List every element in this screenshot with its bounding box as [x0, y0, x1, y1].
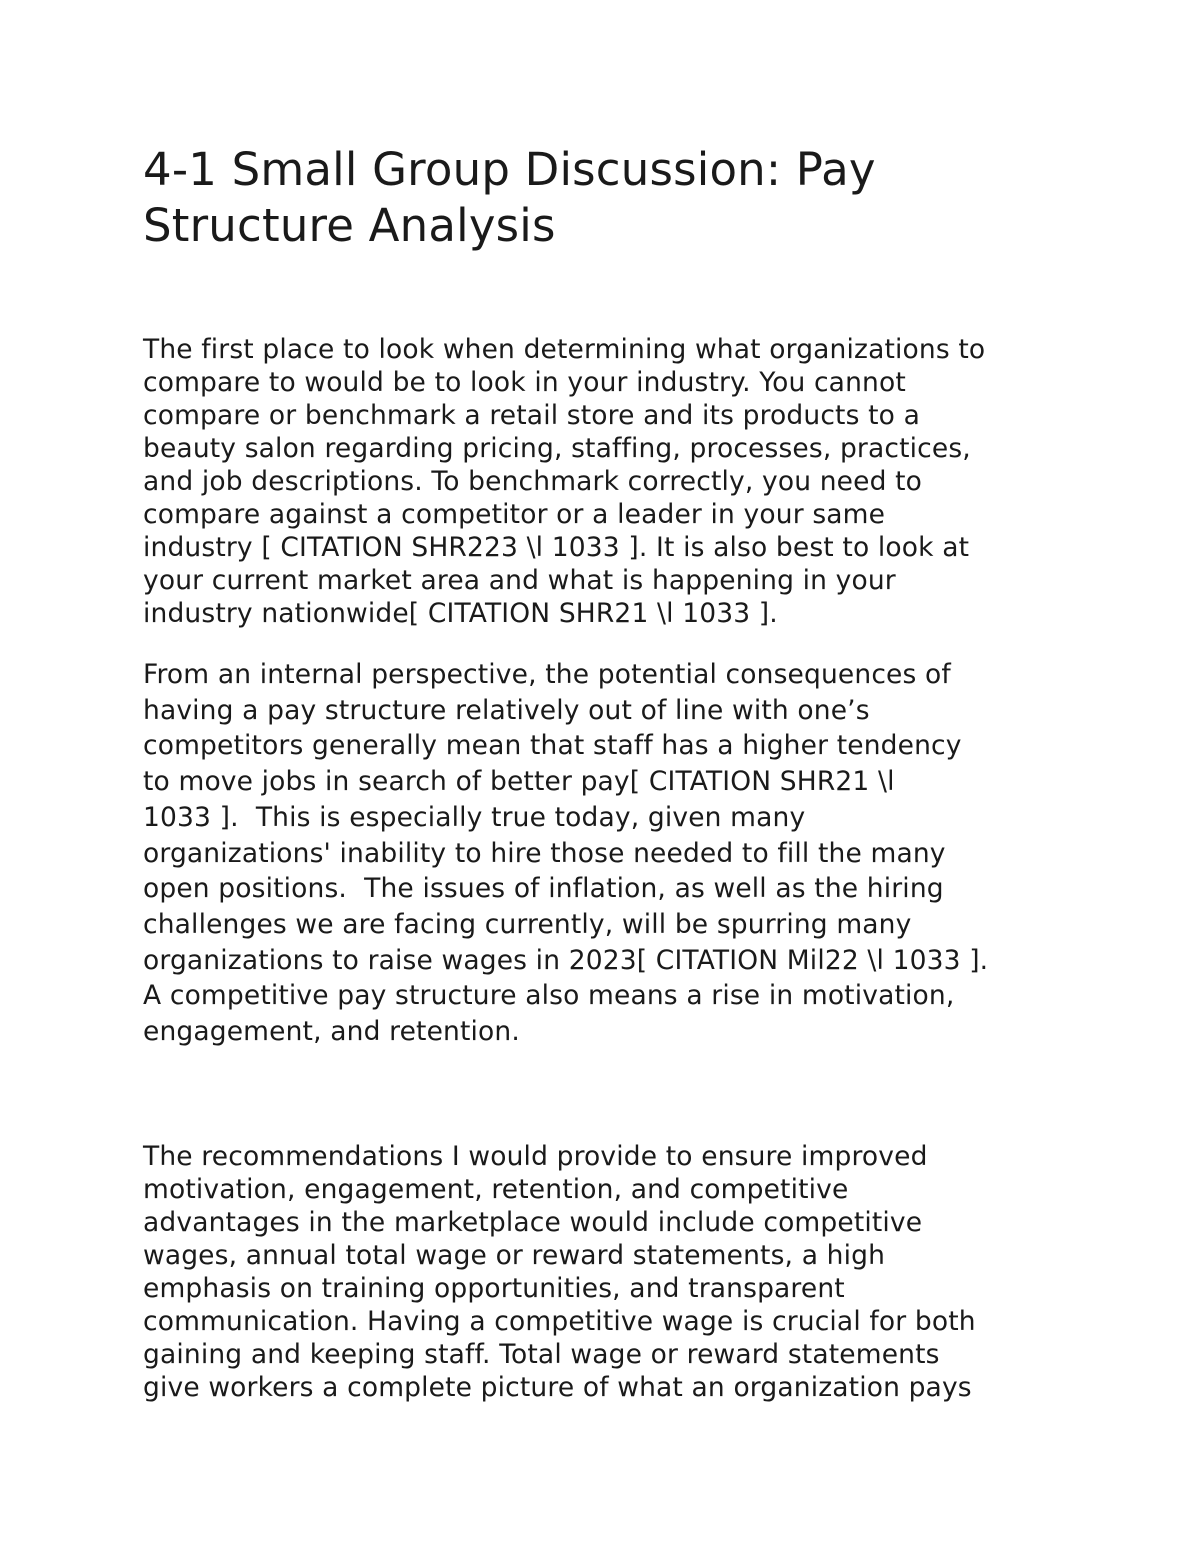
text-line: compare to would be to look in your industry. You cannot: [143, 367, 906, 398]
title-line: Structure Analysis: [143, 199, 556, 252]
text-line: From an internal perspective, the potential consequences of: [143, 659, 951, 690]
text-line: gaining and keeping staff. Total wage or reward statements: [143, 1339, 940, 1370]
text-line: The recommendations I would provide to ensure improved: [143, 1141, 928, 1172]
text-line: emphasis on training opportunities, and transparent: [143, 1273, 845, 1304]
text-line: engagement, and retention.: [143, 1016, 520, 1048]
text-line: industry nationwide[ CITATION SHR21 \l 1033 ].: [143, 598, 778, 629]
text-line: compare or benchmark a retail store and its products to a: [143, 400, 920, 431]
text-line: communication. Having a competitive wage is crucial for both: [143, 1306, 976, 1337]
text-line: open positions. The issues of inflation, as well as the hiring: [143, 873, 944, 905]
text-line: organizations to raise wages in 2023[ CITATION Mil22 \l 1033 ].: [143, 944, 989, 976]
text-line: advantages in the marketplace would include competitive: [143, 1207, 923, 1238]
document-title: [143, 142, 876, 254]
text-line: industry [ CITATION SHR223 \l 1033 ]. It is also best to look at: [143, 532, 970, 563]
text-line: beauty salon regarding pricing, staffing, processes, practices,: [143, 433, 971, 464]
text-line: wages, annual total wage or reward statements, a high: [143, 1240, 886, 1271]
text-line: 1033 ]. This is especially true today, given many: [143, 801, 806, 833]
text-line: compare against a competitor or a leader in your same: [143, 499, 886, 530]
text-line: challenges we are facing currently, will be spurring many: [143, 908, 912, 940]
text-line: A competitive pay structure also means a rise in motivation,: [143, 980, 955, 1012]
paragraph-benchmarking: [143, 333, 985, 630]
paragraph-recommendations: [143, 1140, 976, 1404]
text-line: give workers a complete picture of what an organization pays: [143, 1372, 972, 1403]
text-line: competitors generally mean that staff has a higher tendency: [143, 730, 962, 762]
text-line: and job descriptions. To benchmark correctly, you need to: [143, 466, 923, 497]
text-line: to move jobs in search of better pay[ CITATION SHR21 \l: [143, 766, 895, 798]
text-line: motivation, engagement, retention, and competitive: [143, 1174, 849, 1205]
title-line: 4-1 Small Group Discussion: Pay: [143, 143, 876, 196]
text-line: The first place to look when determining what organizations to: [143, 334, 986, 365]
text-line: having a pay structure relatively out of line with one’s: [143, 694, 870, 726]
text-line: organizations' inability to hire those needed to fill the many: [143, 837, 946, 869]
paragraph-internal-perspective: [143, 657, 988, 1050]
text-line: your current market area and what is happening in your: [143, 565, 896, 596]
